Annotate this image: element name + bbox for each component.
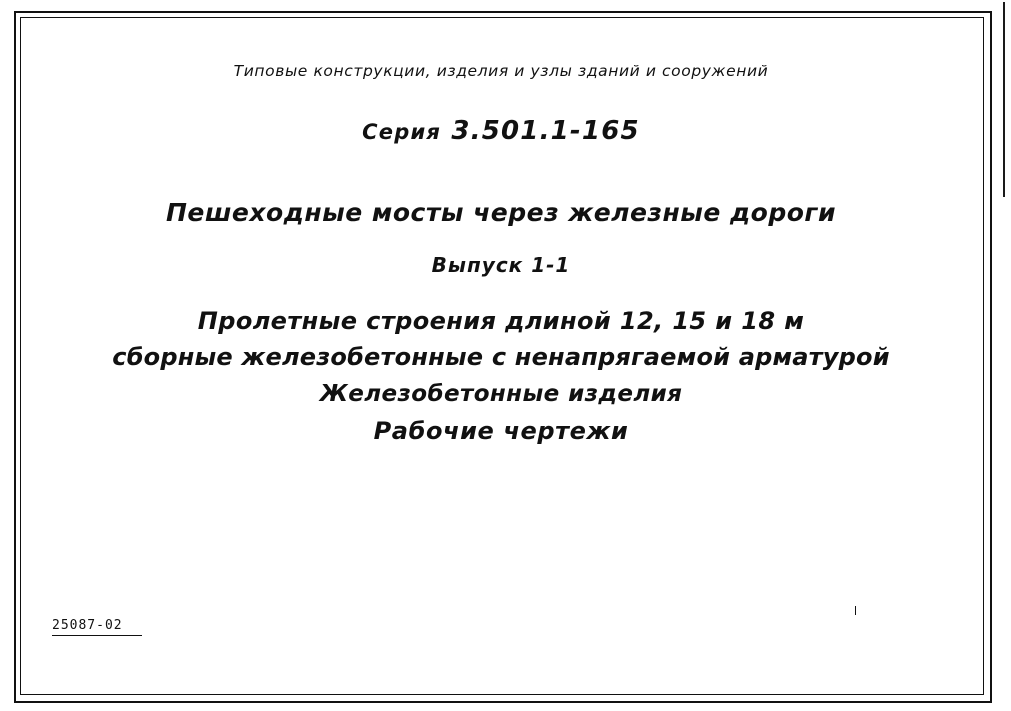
registration-tick-mark <box>855 606 856 615</box>
sheet-edge-line <box>1003 2 1005 197</box>
series-line <box>30 116 972 146</box>
series-label: Серия <box>362 120 442 144</box>
series-caption: Типовые конструкции, изделия и узлы зданий и сооружений <box>233 62 769 80</box>
subject-line-1: Пролетные строения длиной 12, 15 и 18 м <box>197 307 805 335</box>
subject-line-4: Рабочие чертежи <box>373 417 629 445</box>
subject-line-3: Железобетонные изделия <box>319 381 683 407</box>
drawing-code: 25087-02 <box>52 618 123 633</box>
drawing-code-underline <box>52 635 142 636</box>
title-block <box>30 44 972 445</box>
document-title: Пешеходные мосты через железные дороги <box>165 198 837 227</box>
issue-label: Выпуск 1-1 <box>431 253 571 277</box>
drawing-code-block <box>52 618 142 636</box>
series-number: 3.501.1-165 <box>451 116 640 146</box>
subject-line-2: сборные железобетонные с ненапрягаемой арматурой <box>112 343 890 371</box>
